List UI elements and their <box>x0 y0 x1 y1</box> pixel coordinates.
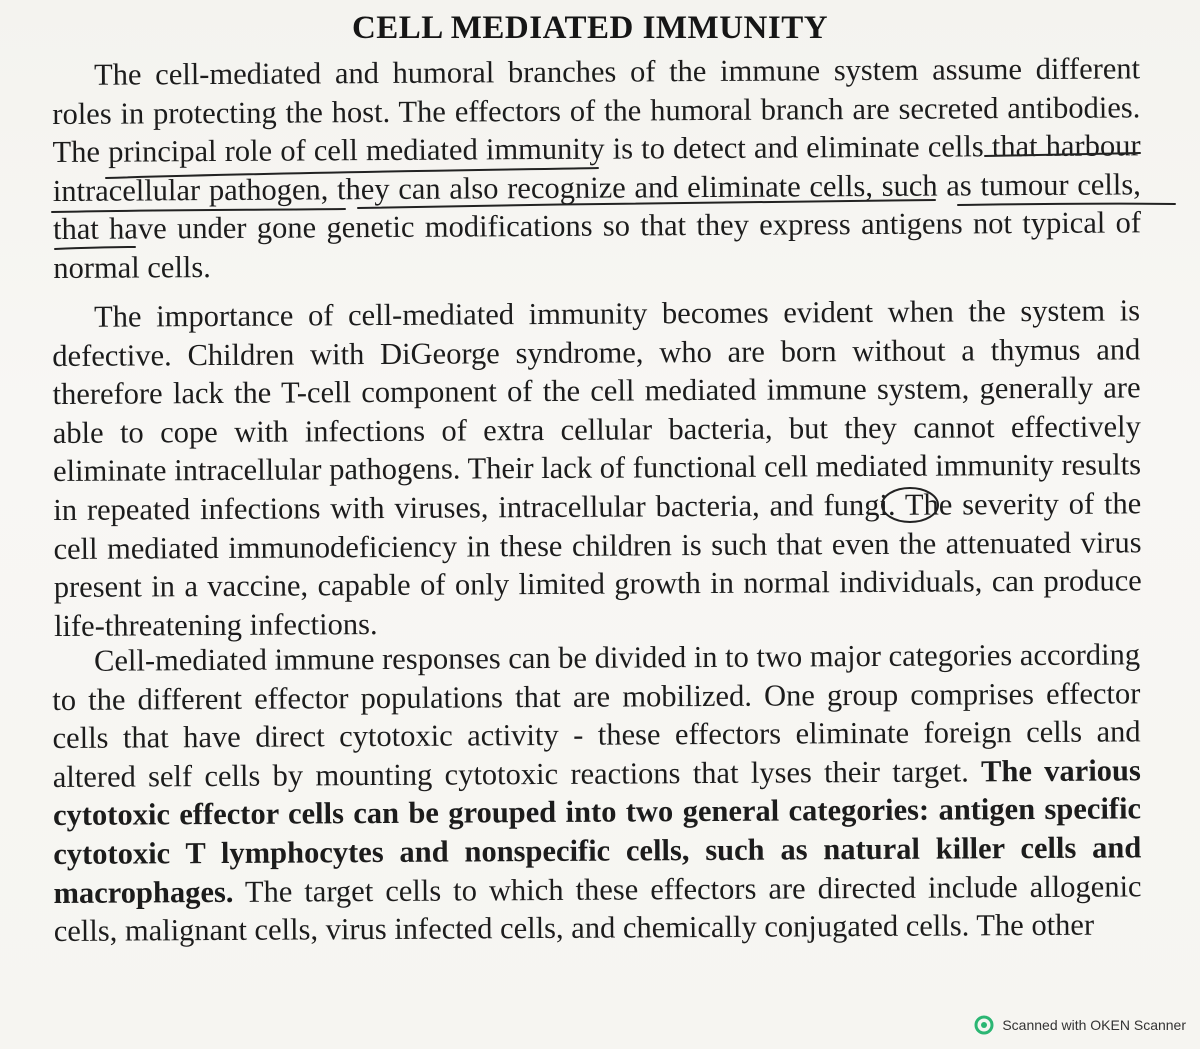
scanner-logo-icon <box>974 1015 994 1035</box>
page-title: CELL MEDIATED IMMUNITY <box>351 10 829 46</box>
paragraph-3-text-a: Cell-mediated immune responses can be divided in to two major categories according to the different effector populations that are mobilized. One group comprises effector cells that have direct cytotoxic activity - these effectors eliminate foreign cells and altered self cells by mounting cytotoxic reactions that lyses their target. <box>52 637 1141 794</box>
paragraph-3-bold-text: The various cytotoxic effector cells can be grouped into two general categories: antigen specific cytotoxic T lymphocytes and nonspecific cells, such as natural killer cells and macrophages. <box>52 753 1142 910</box>
paragraph-1: The cell-mediated and humoral branches of the immune system assume different roles in protecting the host. The effectors of the humoral branch are secreted antibodies. The principal role of cell mediated immunity is to detect and eliminate cells that harbour intracellular pathogen, they can also recognize and eliminate cells, such as tumour cells, that have under gone genetic modifications so that they express antigens not typical of normal cells. <box>52 51 1142 285</box>
scanner-watermark <box>974 1015 1186 1035</box>
paragraph-3-text-b: The target cells to which these effectors are directed include allogenic cells, malignant cells, virus infected cells, and chemically conjugated cells. The other <box>53 868 1142 949</box>
paragraph-2: The importance of cell-mediated immunity becomes evident when the system is defective. Children with DiGeorge syndrome, who are born without a thymus and therefore lack the T-cell component of the cell mediated immune system, generally are able to cope with infections of extra cellular bacteria, but they cannot effectively eliminate intracellular pathogens. Their lack of functional cell mediated immunity results in repeated infections with viruses, intracellular bacteria, and fungi. The severity of the cell mediated immunodeficiency in these children is such that even the attenuated virus present in a vaccine, capable of only limited growth in normal individuals, can produce life-threatening infections. <box>52 293 1142 643</box>
paragraph-3 <box>52 635 1142 950</box>
scanner-text: Scanned with OKEN Scanner <box>1002 1017 1186 1033</box>
